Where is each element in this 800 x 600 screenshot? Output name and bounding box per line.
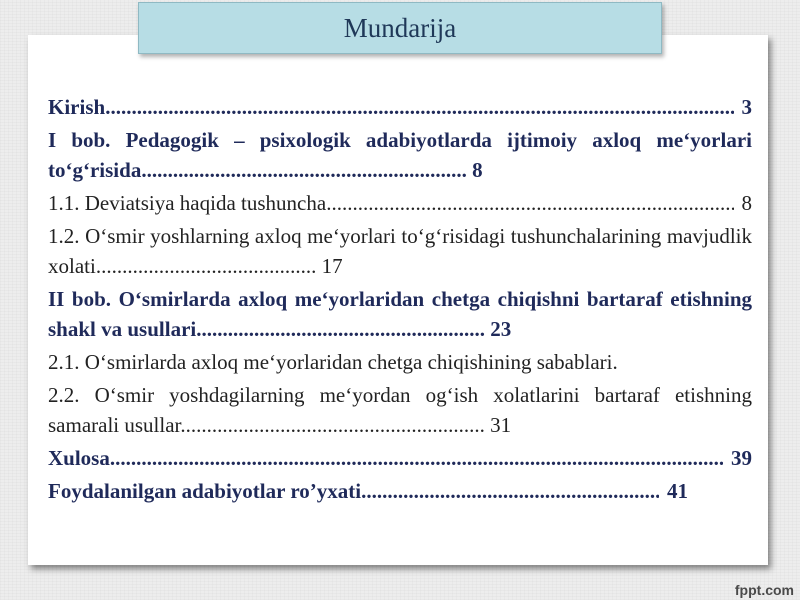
toc-page: 39: [731, 446, 752, 470]
toc-label: Xulosa: [48, 446, 110, 470]
toc-page: 17: [321, 254, 343, 278]
toc-leader: ..........................................: [95, 254, 317, 278]
toc-label: 2.2. O‘smir yoshdagilarning me‘yordan og‘ish xolatlarini bartaraf etishning samarali usullar: [48, 383, 752, 437]
toc-label: 1.2. O‘smir yoshlarning axloq me‘yorlari to‘g‘risidagi tushunchalarining mavjudlik xolati: [48, 224, 752, 278]
toc-entry-1-1: [48, 188, 752, 218]
toc-label: Foydalanilgan adabiyotlar ro’yxati: [48, 479, 362, 503]
toc-label: II bob. O‘smirlarda axloq me‘yorlaridan chetga chiqishni bartaraf etishning shakl va usullari: [48, 287, 752, 341]
toc-entry-1-2: [48, 221, 752, 281]
toc-page: 8: [741, 191, 752, 215]
toc-label: 1.1. Deviatsiya haqida tushuncha: [48, 191, 327, 215]
toc-page: 3: [741, 95, 752, 119]
toc-page: 8: [472, 158, 483, 182]
toc-leader: .......................................................: [196, 317, 485, 341]
toc-entry-bob1: [48, 125, 752, 185]
toc-label: Kirish: [48, 95, 106, 119]
title-tab: [138, 2, 662, 54]
toc-leader: ..............................................................: [141, 158, 467, 182]
toc-entry-xulosa: [48, 443, 752, 473]
table-of-contents: [48, 92, 752, 509]
toc-label: I bob. Pedagogik – psixologik adabiyotlarda ijtimoiy axloq me‘yorlari to‘g‘risida: [48, 128, 752, 182]
toc-page: 31: [490, 413, 512, 437]
toc-leader: [105, 92, 733, 122]
page-title: Mundarija: [343, 13, 457, 43]
toc-entry-adabiyot: [48, 476, 688, 506]
toc-page: 41: [667, 479, 688, 503]
toc-entry-2-1: [48, 347, 752, 377]
toc-entry-kirish: [48, 92, 752, 122]
watermark-logo: fppt.com: [734, 582, 794, 598]
toc-leader: [326, 188, 733, 218]
toc-entry-2-2: [48, 380, 752, 440]
toc-leader: [361, 476, 659, 506]
toc-leader: [110, 443, 723, 473]
toc-label: 2.1. O‘smirlarda axloq me‘yorlaridan chetga chiqishining sabablari.: [48, 350, 618, 374]
toc-entry-bob2: [48, 284, 752, 344]
toc-leader: ..........................................................: [180, 413, 485, 437]
toc-page: 23: [490, 317, 512, 341]
